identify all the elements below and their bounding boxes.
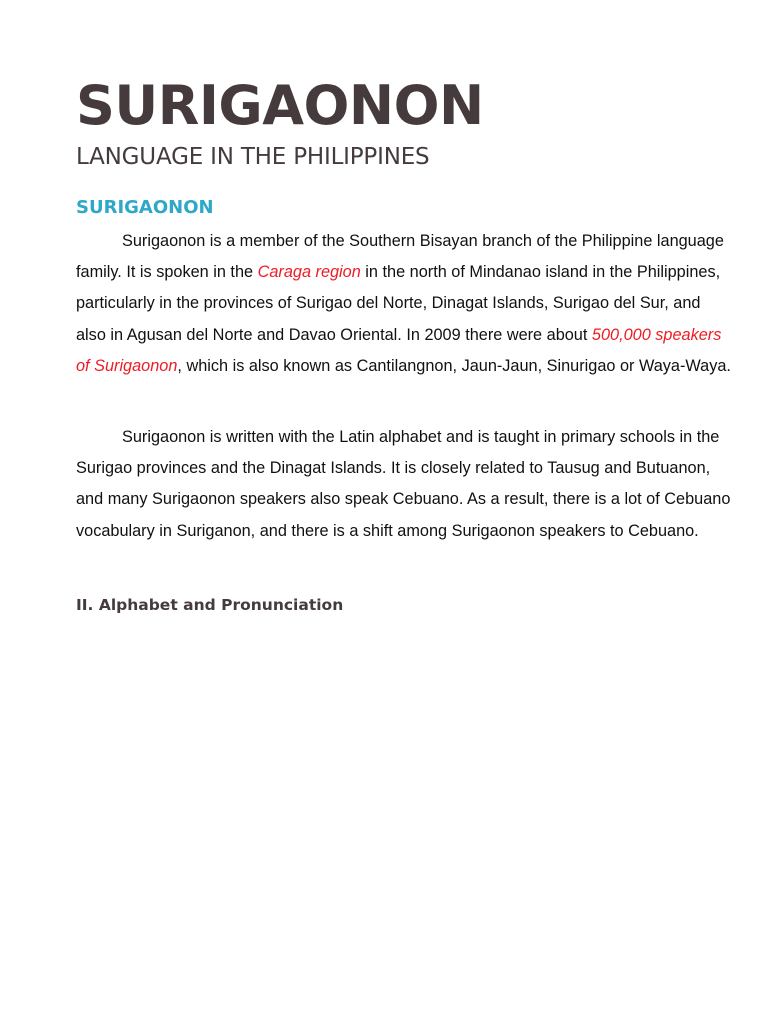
page-title: SURIGAONON (76, 74, 484, 137)
caraga-region-link[interactable]: Caraga region (257, 263, 361, 282)
section-heading: SURIGAONON (76, 197, 214, 218)
paragraph-writing: Surigaonon is written with the Latin alphabet and is taught in primary schools in the Surigao provinces and the Dinagat Islands. It is closely related to Tausug and Butuanon, and many Surigaonon speakers also speak Cebuano. As a result, there is a lot of Cebuano vocabulary in Suriganon, and there is a shift among Surigaonon speakers to Cebuano. (76, 428, 731, 540)
speakers-count-link[interactable]: 500,000 speakers of Surigaonon (76, 325, 722, 375)
paragraph-intro (76, 226, 732, 382)
page-subtitle: LANGUAGE IN THE PHILIPPINES (76, 144, 430, 170)
paragraph-intro-text-1: Surigaonon is a member of the Southern Bisayan branch of the Philippine language family. It is spoken in the (76, 232, 724, 282)
paragraph-intro-text-2: in the north of Mindanao island in the Philippines, particularly in the provinces of Surigao del Norte, Dinagat Islands, Surigao del Sur, and also in Agusan del Norte and Davao Oriental. In 2009 there were about (76, 263, 721, 344)
paragraph-intro-text-3: , which is also known as Cantilangnon, Jaun-Jaun, Sinurigao or Waya-Waya. (177, 356, 731, 375)
section-heading-alphabet: II. Alphabet and Pronunciation (76, 596, 344, 614)
